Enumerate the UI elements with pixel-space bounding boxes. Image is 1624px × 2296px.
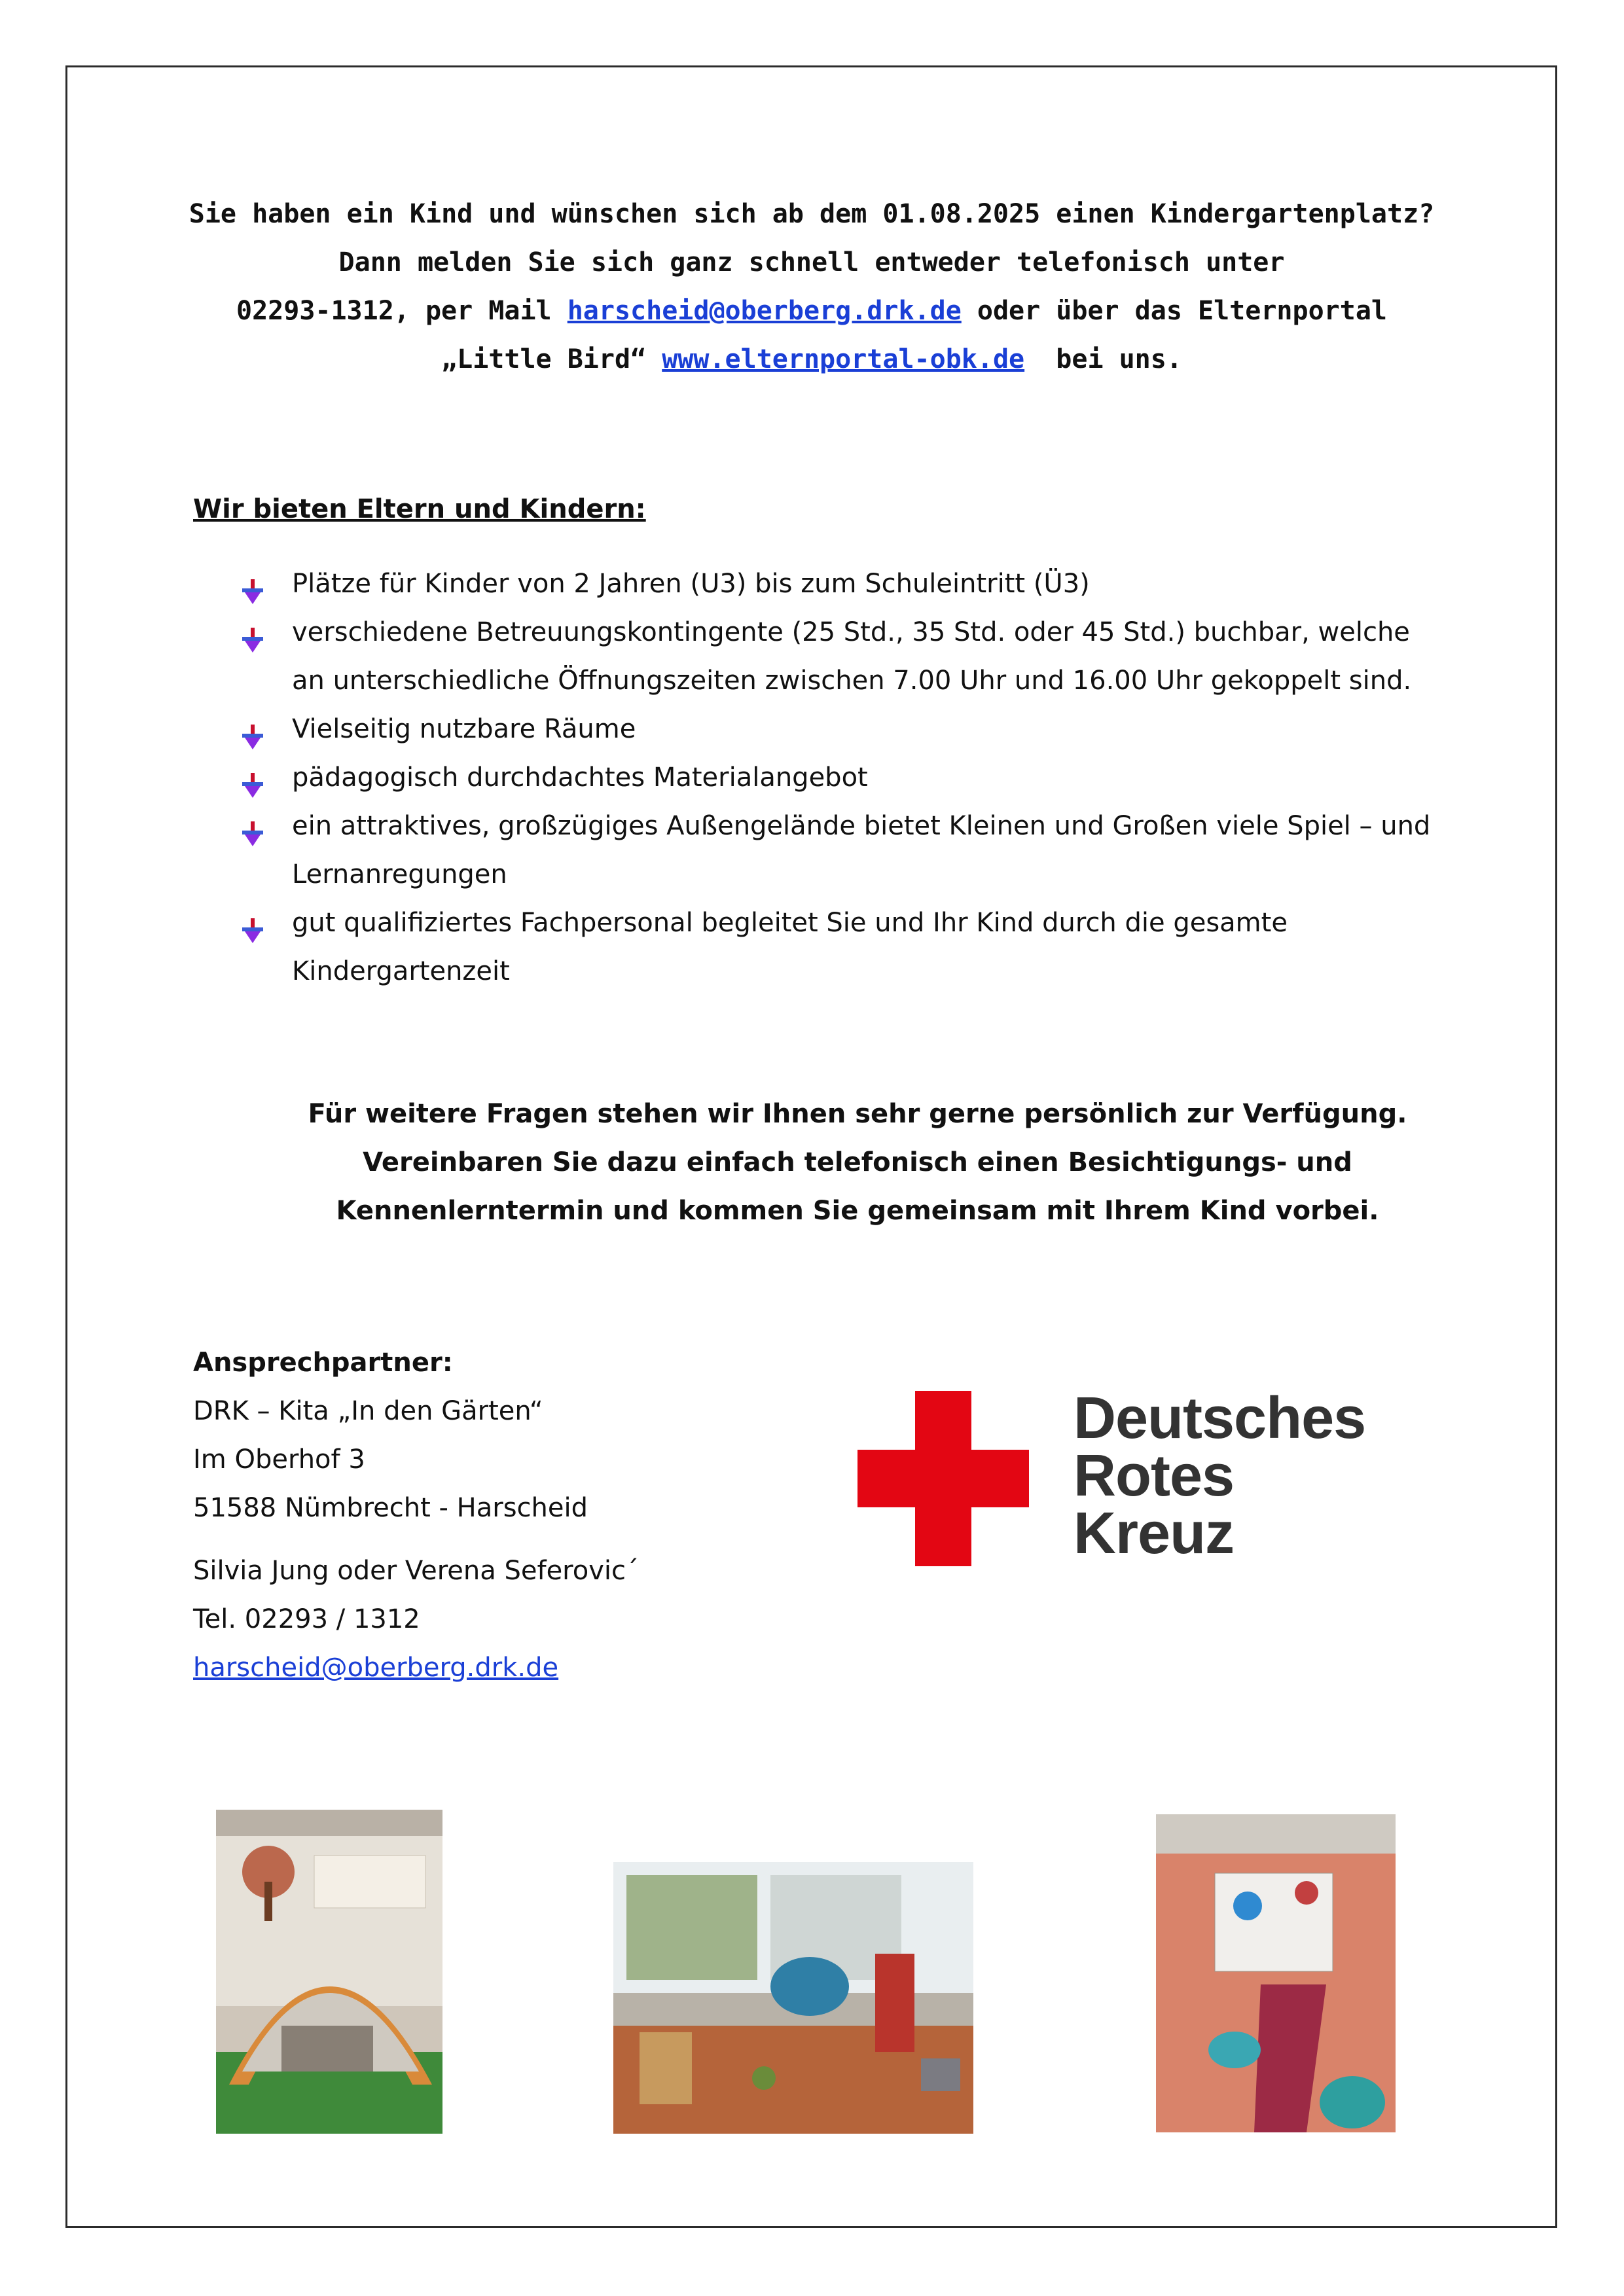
contact-name: DRK – Kita „In den Gärten“: [193, 1396, 543, 1426]
contact-city: 51588 Nümbrecht - Harscheid: [193, 1493, 588, 1523]
arrow-down-bullet-icon: [242, 571, 263, 596]
offer-heading: Wir bieten Eltern und Kindern:: [193, 494, 646, 524]
list-item: [242, 705, 1440, 753]
arrow-down-bullet-icon: [242, 717, 263, 742]
closing-paragraph: [216, 1090, 1499, 1235]
offer-item-3: Vielseitig nutzbare Räume: [292, 714, 636, 744]
contact-street: Im Oberhof 3: [193, 1444, 365, 1475]
intro-line-4: [151, 335, 1473, 384]
list-item: [242, 899, 1440, 996]
intro-line-2: Dann melden Sie sich ganz schnell entweder telefonisch unter: [338, 247, 1285, 278]
intro-email-link[interactable]: harscheid@oberberg.drk.de: [567, 296, 962, 326]
spacer: [193, 1532, 639, 1547]
arrow-down-bullet-icon: [242, 620, 263, 645]
contact-label: Ansprechpartner:: [193, 1348, 453, 1378]
contact-phone: Tel. 02293 / 1312: [193, 1604, 420, 1634]
contact-persons: Silvia Jung oder Verena Seferovic´: [193, 1556, 639, 1586]
portal-link[interactable]: www.elternportal-obk.de: [662, 344, 1025, 374]
closing-line-3: Kennenlerntermin und kommen Sie gemeinsam mit Ihrem Kind vorbei.: [336, 1196, 1379, 1226]
intro-paragraph: [151, 190, 1473, 384]
intro-line-1: Sie haben ein Kind und wünschen sich ab dem 01.08.2025 einen Kindergartenplatz?: [189, 199, 1435, 229]
closing-line-2: Vereinbaren Sie dazu einfach telefonisch einen Besichtigungs- und: [363, 1147, 1352, 1177]
logo-line-1: Deutsches: [1074, 1386, 1366, 1451]
photo-play-arch: [216, 1810, 442, 2134]
photo-toys: [1156, 1814, 1396, 2132]
logo-line-2: Rotes: [1074, 1443, 1235, 1509]
bei-uns-text: bei uns.: [1024, 344, 1182, 374]
portal-text: oder über das Elternportal: [961, 296, 1387, 326]
drk-logo: [857, 1386, 1427, 1574]
arrow-down-bullet-icon: [242, 910, 263, 935]
list-item: [242, 753, 1440, 802]
offer-item-2: verschiedene Betreuungskontingente (25 Std., 35 Std. oder 45 Std.) buchbar, welche an unterschiedliche Öffnungszeiten zwischen 7.00 Uhr und 16.00 Uhr gekoppelt sind.: [292, 617, 1412, 696]
list-item: [242, 608, 1440, 705]
contact-email-link[interactable]: harscheid@oberberg.drk.de: [193, 1653, 559, 1683]
list-item: [242, 802, 1440, 899]
arrow-down-bullet-icon: [242, 765, 263, 790]
little-bird-text: „Little Bird“: [441, 344, 662, 374]
list-item: [242, 560, 1440, 608]
offer-list: [242, 560, 1440, 996]
logo-line-3: Kreuz: [1074, 1501, 1235, 1566]
photo-room-children: [613, 1862, 973, 2134]
arrow-down-bullet-icon: [242, 814, 263, 838]
offer-item-6: gut qualifiziertes Fachpersonal begleitet Sie und Ihr Kind durch die gesamte Kindergartenzeit: [292, 908, 1288, 986]
phone-and-mail-text: 02293-1312, per Mail: [236, 296, 568, 326]
intro-line-3: [151, 287, 1473, 335]
logo-wordmark: [1074, 1386, 1366, 1566]
red-cross-icon: [857, 1391, 1029, 1566]
offer-item-1: Plätze für Kinder von 2 Jahren (U3) bis zum Schuleintritt (Ü3): [292, 569, 1090, 599]
closing-line-1: Für weitere Fragen stehen wir Ihnen sehr gerne persönlich zur Verfügung.: [308, 1099, 1407, 1129]
offer-item-4: pädagogisch durchdachtes Materialangebot: [292, 762, 868, 793]
offer-item-5: ein attraktives, großzügiges Außengelände bietet Kleinen und Großen viele Spiel – und Lernanregungen: [292, 811, 1431, 889]
contact-block: [193, 1338, 639, 1692]
